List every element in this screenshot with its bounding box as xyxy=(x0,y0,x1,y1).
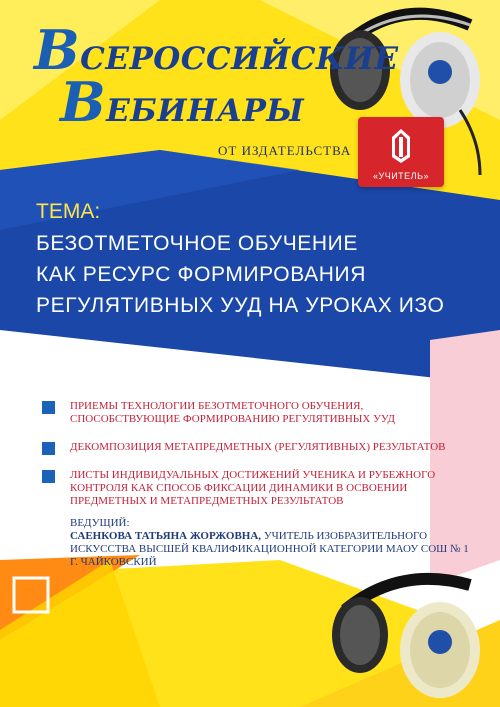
agenda-list xyxy=(42,400,452,523)
publisher-text: ОТ ИЗДАТЕЛЬСТВА xyxy=(218,143,352,158)
agenda-item-text: ДЕКОМПОЗИЦИЯ МЕТАПРЕДМЕТНЫХ (РЕГУЛЯТИВНЫХ) РЕЗУЛЬТАТОВ xyxy=(70,441,446,453)
topic-label: ТЕМА: xyxy=(36,200,101,223)
title-initial-1: В xyxy=(34,18,81,82)
host-block xyxy=(70,517,470,569)
agenda-item xyxy=(42,400,452,426)
bullet-square-icon xyxy=(42,442,55,455)
agenda-item-text: ПРИЕМЫ ТЕХНОЛОГИИ БЕЗОТМЕТОЧНОГО ОБУЧЕНИЯ, СПОСОБСТВУЮЩИЕ ФОРМИРОВАНИЮ РЕГУЛЯТИВНЫХ УУД xyxy=(70,400,396,425)
host-label: ВЕДУЩИЙ: xyxy=(70,517,130,529)
logo-label: «УЧИТЕЛЬ» xyxy=(372,171,429,181)
title-rest-1: СЕРОССИЙСКИЕ xyxy=(80,41,399,77)
bullet-square-icon xyxy=(42,470,55,483)
host-description: УЧИТЕЛЬ ИЗОБРАЗИТЕЛЬНОГО ИСКУССТВА ВЫСШЕЙ КВАЛИФИКАЦИОННОЙ КАТЕГОРИИ МАОУ СОШ № 1 Г. ЧАЙКОВСКИЙ xyxy=(70,530,469,568)
bullet-square-icon xyxy=(42,401,55,414)
topic-line-1: БЕЗОТМЕТОЧНОЕ ОБУЧЕНИЕ xyxy=(36,232,358,255)
agenda-item xyxy=(42,441,452,454)
host-name: САЕНКОВА ТАТЬЯНА ЖОРЖОВНА, xyxy=(70,530,262,542)
topic-line-3: РЕГУЛЯТИВНЫХ УУД НА УРОКАХ ИЗО xyxy=(36,294,445,317)
header-title-line2 xyxy=(60,70,304,134)
topic-line-2: КАК РЕСУРС ФОРМИРОВАНИЯ xyxy=(36,263,366,286)
agenda-item-text: ЛИСТЫ ИНДИВИДУАЛЬНЫХ ДОСТИЖЕНИЙ УЧЕНИКА И РУБЕЖНОГО КОНТРОЛЯ КАК СПОСОБ ФИКСАЦИИ ДИНАМИКИ В ОСВОЕНИИ ПРЕДМЕТНЫХ И МЕТАПРЕДМЕТНЫХ РЕЗУЛЬТАТОВ xyxy=(70,469,436,507)
publisher-logo xyxy=(358,117,444,187)
title-rest-2: ЕБИНАРЫ xyxy=(106,93,305,129)
agenda-item xyxy=(42,469,452,508)
title-initial-2: В xyxy=(60,70,107,134)
